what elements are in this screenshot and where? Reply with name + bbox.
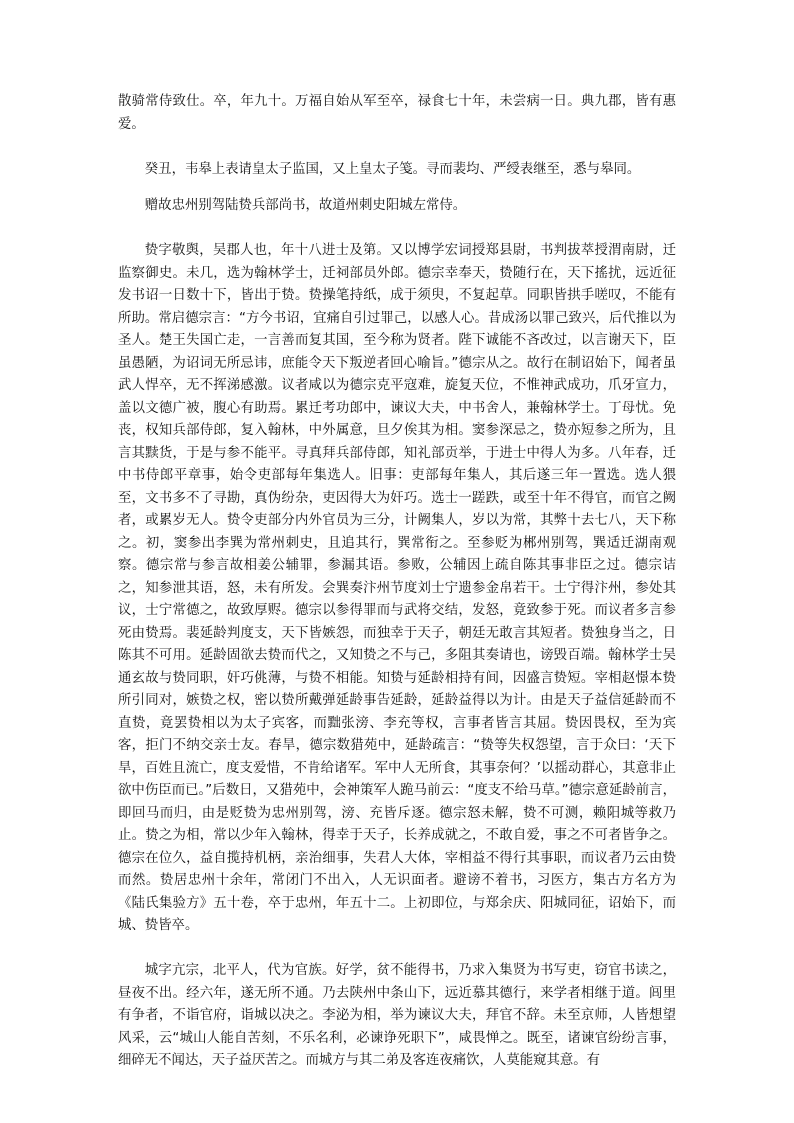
paragraph-guichou: 癸丑，韦皋上表请皇太子监国，又上皇太子笺。寻而裴均、严绶表继至，悉与皋同。 — [144, 161, 641, 177]
paragraph-posthumous-titles: 赠故忠州别驾陆贽兵部尚书，故道州刺史阳城左常侍。 — [144, 198, 467, 213]
paragraph-spacer — [118, 181, 676, 195]
paragraph-spacer — [118, 136, 676, 159]
paragraph-yang-cheng-biography: 城字亢宗，北平人，代为官族。好学，贫不能得书，乃求入集贤为书写吏，窃官书读之，昼夜不出。经六年，遂无所不通。乃去陕州中条山下，远近慕其德行，来学者相继于道。闾里有争者，不诣官府，诣城以决之。李泌为相，举为谏议大夫，拜官不辞。未至京师，人皆想望风采，云“城山人能自苦刻，不乐名利，必谏诤死职下”，咸畏惮之。既至，诸谏官纷纷言事，细碎无不闻达，天子益厌苦之。而城方与其二弟及客连夜痛饮，人莫能窥其意。有 — [118, 963, 676, 1068]
paragraph-spacer — [118, 938, 676, 961]
paragraph-spacer — [118, 218, 676, 241]
paragraph-continuation: 散骑常侍致仕。卒，年九十。万福自始从军至卒，禄食七十年，未尝病一日。典九郡，皆有惠爱。 — [118, 94, 676, 132]
paragraph-lu-zhi-biography: 贽字敬舆，吴郡人也，年十八进士及第。又以博学宏词授郑县尉，书判拔萃授渭南尉，迁监察御史。未几，选为翰林学士，迁祠部员外郎。德宗幸奉天，贽随行在，天下搖扰，远近征发书诏一日数十下，皆出于贽。贽操笔持纸，成于须臾，不复起草。同职皆拱手嗟叹，不能有所助。常启德宗言：“方今书诏，宜痛自引过罪己，以感人心。昔成汤以罪己致兴，后代推以为圣人。楚王失国亡走，一言善而复其国，至今称为贤者。陛下诚能不吝改过，以言谢天下，臣虽愚陋，为诏词无所忌讳，庶能令天下叛逆者回心喻旨。”德宗从之。故行在制诏始下，闻者虽武人悍卒，无不挥涕感激。议者咸以为德宗克平寇难，旋复天位，不惟神武成功，爪牙宣力，盖以文德广被，腹心有助焉。累迁考功郎中，谏议大夫，中书舍人，兼翰林学士。丁母忧。免丧，权知兵部侍郎，复入翰林，中外属意，旦夕俟其为相。窦参深忌之，贽亦短参之所为，且言其黩货，于是与参不能平。寻真拜兵部侍郎，知礼部贡举，于进士中得人为多。八年春，迁中书侍郎平章事，始令吏部每年集选人。旧事：吏部每年集人，其后遂三年一置选。选人猥至，文书多不了寻勘，真伪纷杂，吏因得大为奸巧。选士一蹉跌，或至十年不得官，而官之阙者，或累岁无人。贽令吏部分内外官员为三分，计阙集人，岁以为常，其弊十去七八，天下称之。初，窦参出李巽为常州刺史，且追其行，巽常衔之。至参贬为郴州别驾，巽适迁湖南观察。德宗常与参言故相姜公辅罪，参漏其语。参败，公辅因上疏自陈其事非臣之过。德宗诘之，知参泄其语，怒，未有所发。会巽奏汴州节度刘士宁遗参金帛若干。士宁得汴州，参处其议，士宁常德之，故致厚赆。德宗以参得罪而与武将交结，发怒，竟致参于死。而议者多言参死由贽焉。裴延龄判度支，天下皆嫉怨，而独幸于天子，朝廷无敢言其短者。贽独身当之，日陈其不可用。延龄固欲去贽而代之，又知贽之不与己，多阻其奏请也，谤毁百端。翰林学士吴通玄故与贽同职，奸巧佻薄，与贽不相能。知贽与延龄相持有间，因盛言贽短。宰相赵憬本贽所引同对，嫉贽之权，密以贽所戴弹延龄事告延龄，延龄益得以为计。由是天子益信延龄而不直贽，竟罢贽相以为太子宾客，而黜张滂、李充等权，言事者皆言其屈。贽因畏权，至为宾客，拒门不纳交亲士友。春旱，德宗数猎苑中，延龄疏言：“贽等失权怨望，言于众曰：‘天下旱，百姓且流亡，度支爱惜，不肯给诸军。军中人无所食，其事奈何？’以摇动群心，其意非止欲中伤臣而已。”后数日，又猎苑中，会神策军人跪马前云：“度支不给马草。”德宗意延龄前言，即回马而归，由是贬贽为忠州别驾，滂、充皆斥逐。德宗怒未解，贽不可测，赖阳城等救乃止。贽之为相，常以少年入翰林，得幸于天子，长养成就之，不敢自爱，事之不可者皆争之。德宗在位久，益自揽持机柄，亲治细事，失君人大体，宰相益不得行其事职，而议者乃云由贽而然。贽居忠州十余年，常闭门不出入，人无识面者。避谤不着书，习医方，集古方名方为《陆氏集验方》五十卷，卒于忠州，年五十二。上初即位，与郑余庆、阳城同征，诏始下，而城、贽皆卒。 — [118, 243, 676, 933]
